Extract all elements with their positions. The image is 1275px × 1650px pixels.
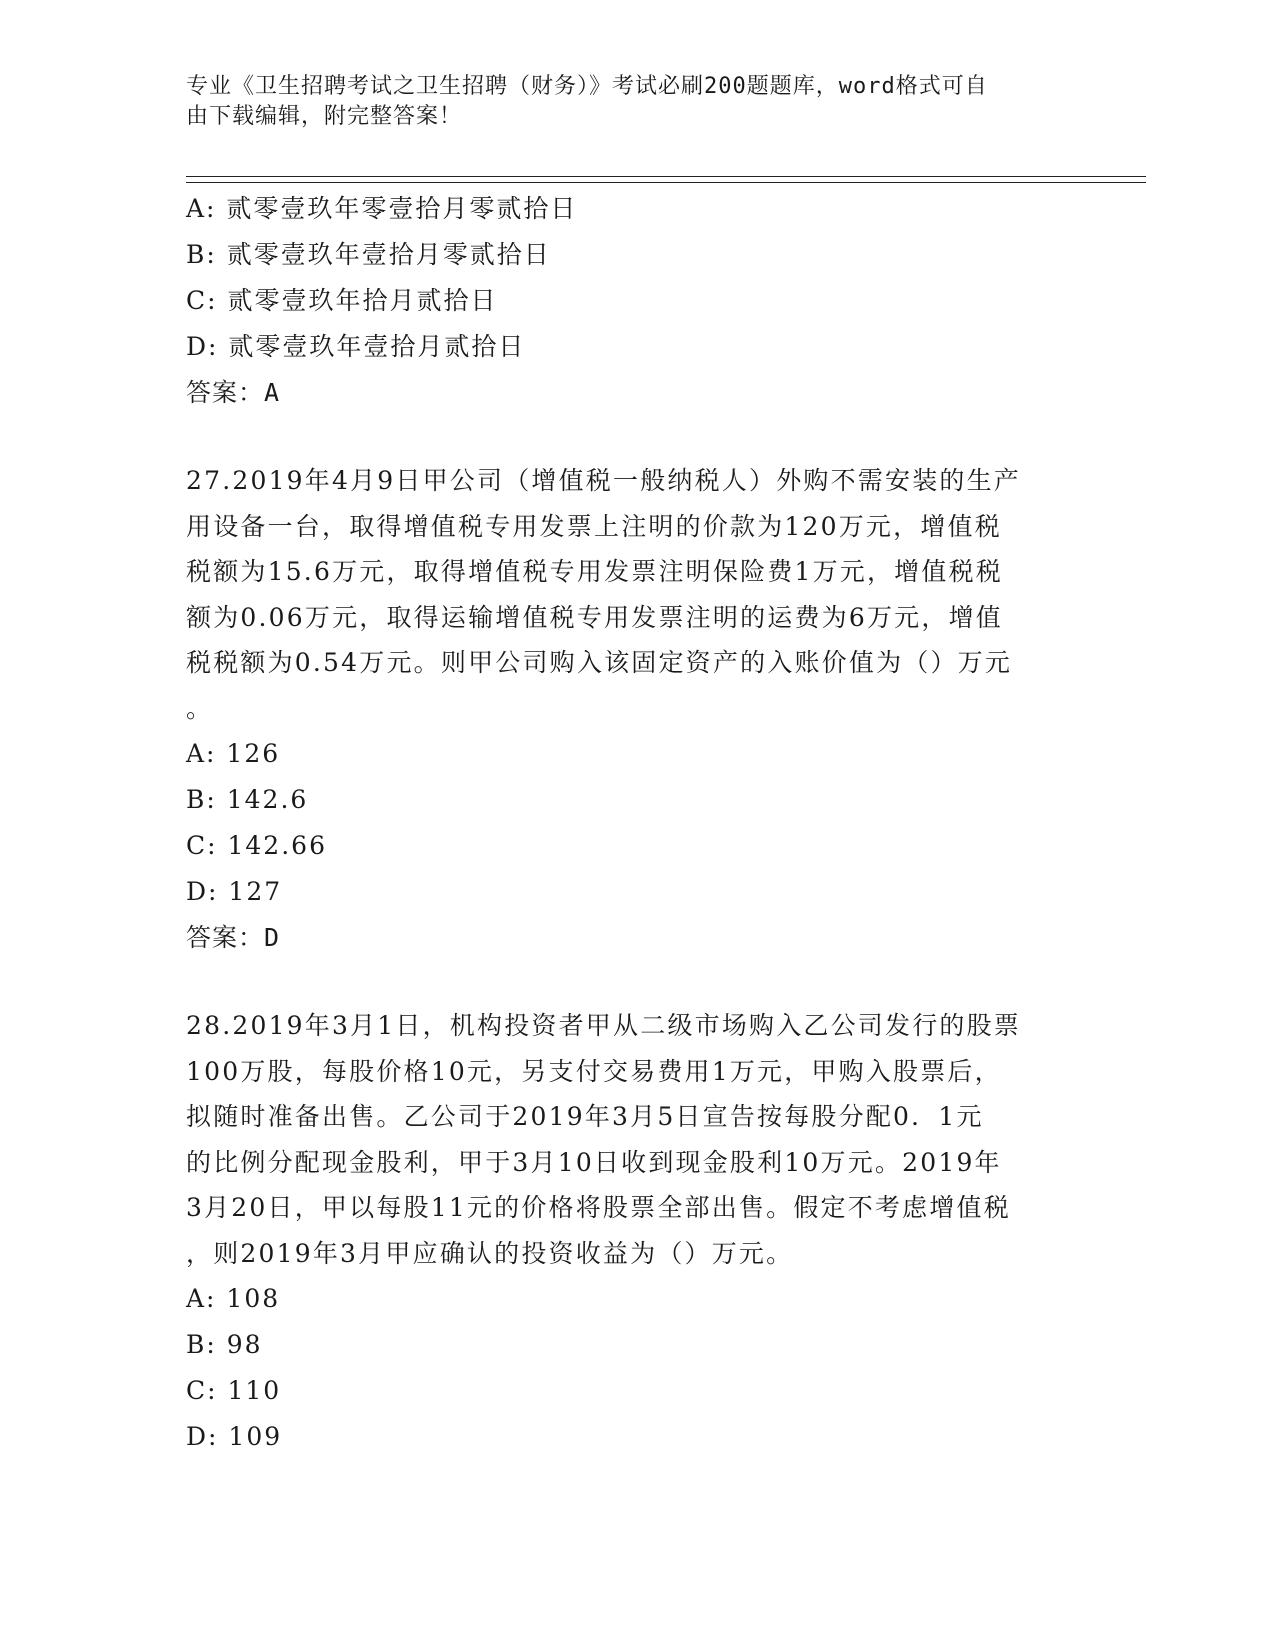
question-text-line: 的比例分配现金股利，甲于3月10日收到现金股利10万元。2019年: [186, 1147, 1002, 1177]
question-text-line: 28.2019年3月1日，机构投资者甲从二级市场购入乙公司发行的股票: [186, 1011, 1021, 1040]
question-text-line: 。: [186, 693, 214, 723]
spacer: [186, 416, 1086, 458]
option-c: C: 贰零壹玖年拾月贰拾日: [186, 286, 498, 315]
header-line-2: 由下载编辑，附完整答案！: [186, 104, 463, 129]
answer: 答案：A: [186, 378, 281, 407]
option-c: C: 110: [186, 1376, 282, 1405]
question-text-line: 税税额为0.54万元。则甲公司购入该固定资产的入账价值为（）万元: [186, 648, 1013, 677]
option-d: D: 127: [186, 877, 283, 906]
question-28: [186, 1003, 1086, 1460]
option-b: B: 贰零壹玖年壹拾月零贰拾日: [186, 240, 551, 269]
option-c: C: 142.66: [186, 831, 327, 860]
option-d: D: 109: [186, 1422, 283, 1451]
question-text-line: 100万股，每股价格10元，另支付交易费用1万元，甲购入股票后，: [186, 1056, 1002, 1086]
document-header: [186, 72, 1066, 132]
question-text-line: 拟随时准备出售。乙公司于2019年3月5日宣告按每股分配0．1元: [186, 1102, 984, 1131]
question-text-line: ，则2019年3月甲应确认的投资收益为（）万元。: [186, 1238, 794, 1268]
question-text-line: 用设备一台，取得增值税专用发票上注明的价款为120万元，增值税: [186, 511, 1002, 541]
option-a: A: 贰零壹玖年零壹拾月零贰拾日: [186, 194, 578, 223]
option-a: A: 108: [186, 1284, 281, 1313]
question-text-line: 税额为15.6万元，取得增值税专用发票注明保险费1万元，增值税税: [186, 557, 1003, 586]
option-d: D: 贰零壹玖年壹拾月贰拾日: [186, 332, 526, 361]
option-b: B: 142.6: [186, 785, 309, 814]
option-b: B: 98: [186, 1330, 263, 1359]
spacer: [186, 961, 1086, 1003]
question-text-line: 额为0.06万元，取得运输增值税专用发票注明的运费为6万元，增值: [186, 602, 1003, 632]
question-27: [186, 458, 1086, 961]
question-text-line: 27.2019年4月9日甲公司（增值税一般纳税人）外购不需安装的生产: [186, 466, 1021, 495]
answer: 答案：D: [186, 923, 281, 952]
question-text-line: 3月20日，甲以每股11元的价格将股票全部出售。假定不考虑增值税: [186, 1193, 1011, 1222]
question-26: [186, 186, 1086, 416]
header-line-1: 专业《卫生招聘考试之卫生招聘（财务）》考试必刷200题题库，word格式可自: [186, 74, 988, 99]
option-a: A: 126: [186, 739, 281, 768]
question-content: [186, 186, 1086, 1460]
header-divider: [186, 176, 1146, 183]
